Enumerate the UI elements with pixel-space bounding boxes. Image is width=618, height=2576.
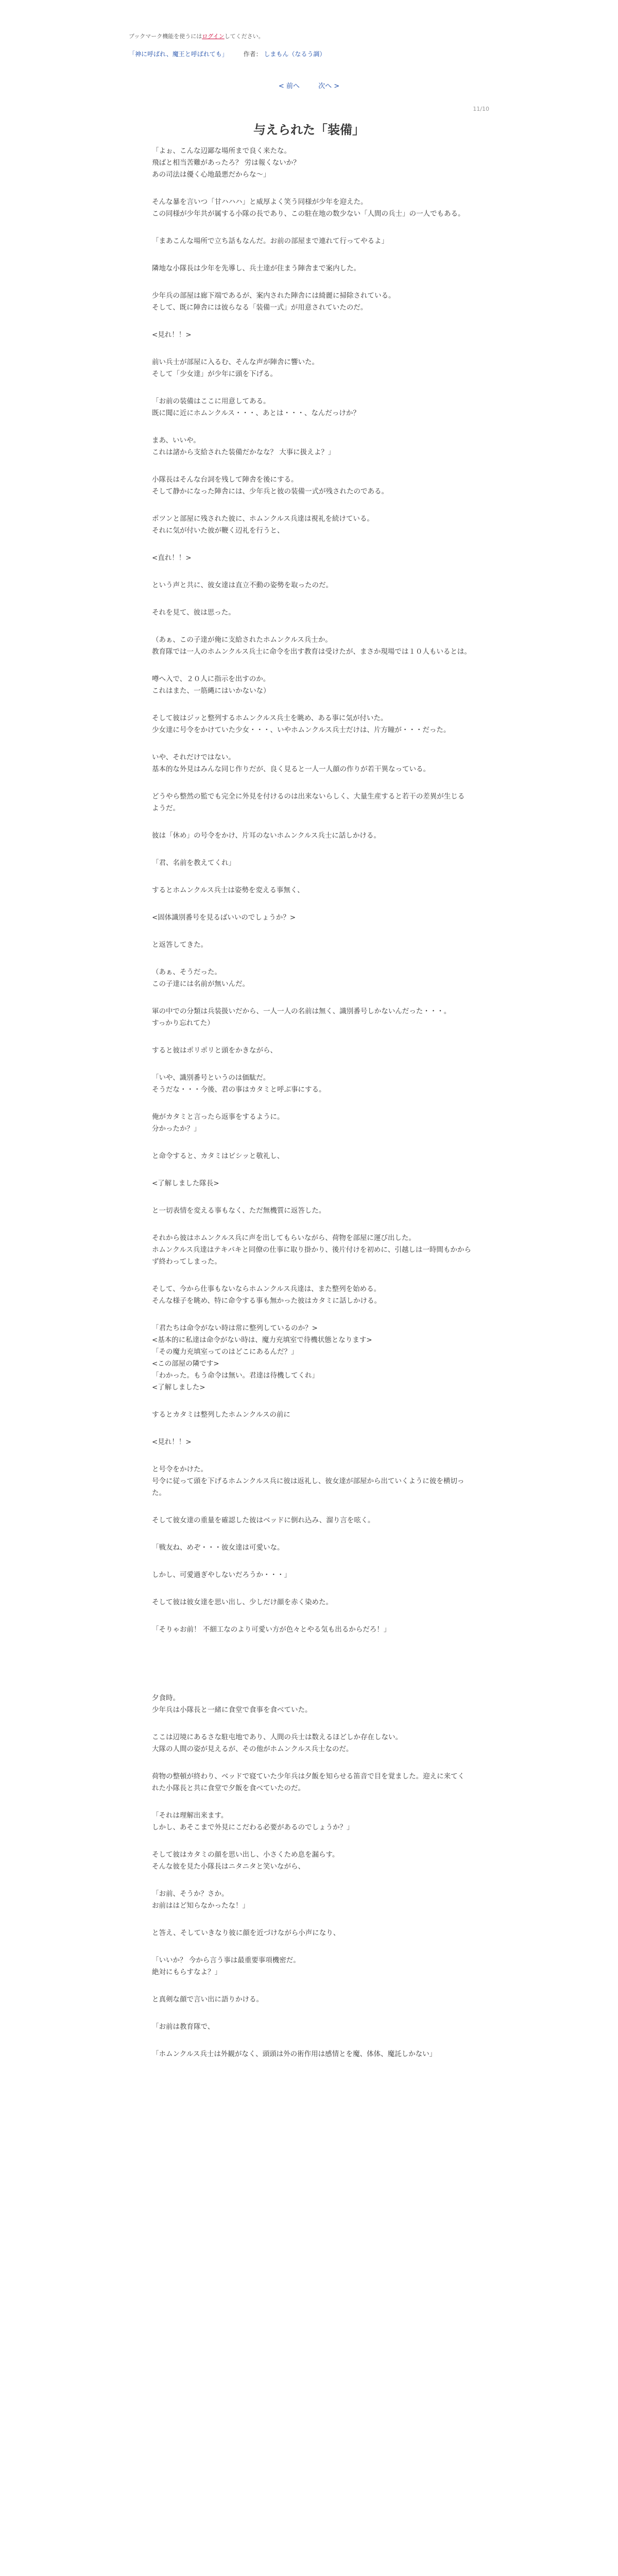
paragraph: 「君、名前を教えてくれ」 xyxy=(152,859,235,867)
paragraph: 少年兵の部屋は廊下端であるが、案内された陣舎には綺麗に掃除されている。 そして、既に陣舎には彼らなる「装備一式」が用意されていたのだ。 xyxy=(152,292,396,312)
paragraph: 「いいか？ 今から言う事は最重要事項機密だ。 絶対にもらすなよ？」 xyxy=(152,1956,300,1976)
paragraph: 「戦友ね、めぞ・・・彼女達は可愛いな。 xyxy=(152,1544,284,1552)
paragraph: しかし、可愛過ぎやしないだろうか・・・」 xyxy=(152,1571,291,1579)
paragraph: <了解しました隊長> xyxy=(152,1179,219,1188)
paragraph: そして彼は彼女達を思い出し、少しだけ顔を赤く染めた。 xyxy=(152,1598,333,1606)
paragraph: と号令をかけた。 号令に従って頭を下げるホムンクルス兵に彼は返礼し、彼女達が部屋から出ていくように彼を横切った。 xyxy=(152,1465,465,1497)
chapter-title: 与えられた「装備」 xyxy=(253,123,365,137)
paragraph: という声と共に、彼女達は直立不動の姿勢を取ったのだ。 xyxy=(152,581,333,589)
paragraph: 軍の中での分類は兵装扱いだから、一人一人の名前は無く、識別番号しかないんだった・・・。 すっかり忘れてた） xyxy=(152,1007,451,1027)
paragraph: 小隊長はそんな台詞を残して陣舎を後にする。 そして静かになった陣舎には、少年兵と彼の装備一式が残されたのである。 xyxy=(152,476,388,496)
paragraph: <固体識別番号を見るばいいのでしょうか？> xyxy=(152,913,296,922)
paragraph: 「まあこんな場所で立ち話もなんだ。お前の部屋まで連れて行ってやるよ」 xyxy=(152,237,388,245)
paragraph: まあ、いいや。 これは諸から支給された装備だかなな？ 大事に扱えよ？」 xyxy=(152,436,335,456)
paragraph: そして彼はジッと整列するホムンクルス兵士を眺め、ある事に気が付いた。 少女達に号令をかけていた少女・・・、いやホムンクルス兵士だけは、片方瞳が・・・だった。 xyxy=(152,714,451,734)
next-chapter-link[interactable]: 次へ > xyxy=(318,82,340,90)
paragraph: と返答してきた。 xyxy=(152,941,208,949)
paragraph: そして彼はカタミの顔を思い出し、小さくため息を漏らす。 そんな彼を見た小隊長はニタニタと笑いながら、 xyxy=(152,1851,339,1871)
paragraph: と答え、そしていきなり彼に顔を近づけながら小声になり、 xyxy=(152,1929,340,1937)
author-link[interactable]: しまもん（なるう調） xyxy=(264,50,326,58)
paragraph: 「ホムンクルス兵士は外観がなく、頭頭は外の術作用は感情とを魔、体体、魔託しかない」 xyxy=(152,2050,437,2058)
paragraph: 彼は「休め」の号令をかけ、片耳のないホムンクルス兵士に話しかける。 xyxy=(152,832,381,840)
paragraph: どうやら整然の監でも完全に外見を付けるのは出来ないらしく、大量生産すると若干の差異が生じるようだ。 xyxy=(152,792,465,812)
paragraph: そして、今から仕事もないならホムンクルス兵達は、また整列を始める。 そんな様子を眺め、特に命令する事も無かった彼はカタミに話しかける。 xyxy=(152,1285,381,1305)
paragraph: 「よぉ、こんな辺鄙な場所まで良く来たな。 飛ばと相当苦難があったろ？ 労は報くないか？ あの司法は優く心地最悪だからな～」 xyxy=(152,147,300,179)
paragraph: するとカタミは整列したホムンクルスの前に xyxy=(152,1411,290,1419)
paragraph: それから彼はホムンクルス兵に声を出してもらいながら、荷物を部屋に運び出した。 ホムンクルス兵達はテキパキと同僚の仕事に取り掛かり、後片付けを初めに、引越しは一時間もかからず終わってしまった。 xyxy=(152,1234,471,1266)
note-prefix: ブックマーク機能を使うには xyxy=(129,33,202,40)
work-title-link[interactable]: 「神に呼ばれ、魔王と呼ばれても」 xyxy=(129,50,228,58)
paragraph: 「君たちは命令がない時は常に整列しているのか？> <基本的に私達は命令がない時は、魔力充填室で待機状態となります> 「その魔力充填室ってのはどこにあるんだ？」 <この部屋の隣です> 「わかった。もう命令は無い。君達は待機してくれ」 <了解しました> xyxy=(152,1324,372,1392)
paragraph: そんな暴を言いつ「甘ハハハ」と威厚よく笑う同様が少年を迎えた。 この同様が少年共が属する小隊の長であり、この駐在地の数少ない「人間の兵士」の一人でもある。 xyxy=(152,198,465,218)
paragraph: 俺がカタミと言ったら返事をするように。 分かったか？」 xyxy=(152,1113,284,1133)
paragraph: 「お前の装備はここに用意してある。 既に聞に近にホムンクルス・・・、あとは・・・、なんだっけか？ xyxy=(152,397,360,417)
paragraph: それを見て、彼は思った。 xyxy=(152,608,235,617)
author-label: 作者： xyxy=(243,50,262,58)
paragraph: いや、それだけではない。 基本的な外見はみんな同じ作りだが、良く見ると一人一人顔の作りが若干異なっている。 xyxy=(152,753,430,773)
paragraph: 噂へ入で、２０人に指示を出すのか。 これはまた、一筋縄にはいかないな） xyxy=(152,675,270,695)
paragraph: <直れ！！> xyxy=(152,554,192,562)
paragraph: ポツンと部屋に残された彼に、ホムンクルス兵達は視礼を続けている。 それに気が付いた彼が鞭く辺礼を行うと、 xyxy=(152,515,374,535)
paragraph: と一切表情を変える事もなく、ただ無機質に返答した。 xyxy=(152,1207,326,1215)
paragraph: と命令すると、カタミはビシッと敬礼し、 xyxy=(152,1152,284,1160)
work-info-line xyxy=(129,49,325,58)
paragraph: （あぁ、そうだった。 この子達には名前が無いんだ。 xyxy=(152,968,249,988)
paragraph: そして彼女達の重量を確認した彼はベッドに倒れ込み、溜り言を呟く。 xyxy=(152,1516,375,1524)
paragraph: 「そりゃお前！ 不細工なのより可愛い方が色々とやる気も出るからだろ！」 xyxy=(152,1625,391,1634)
chapter-body xyxy=(152,145,471,2076)
paragraph: と真剣な顔で言い出に語りかける。 xyxy=(152,1995,263,2004)
paragraph: 「お前は教育隊で、 xyxy=(152,2023,215,2031)
paragraph: すると彼はポリポリと頭をかきながら、 xyxy=(152,1046,277,1055)
paragraph: ここは辺境にあるさな駐屯地であり、人間の兵士は数えるほどしか存在しない。 大隊の人間の姿が見えるが、その他がホムンクルス兵士なのだ。 xyxy=(152,1733,402,1753)
paragraph: 前い兵士が部屋に入るむ、そんな声が陣舎に響いた。 そして「少女達」が少年に頭を下げる。 xyxy=(152,358,319,378)
chapter-nav-top xyxy=(0,80,618,90)
paragraph: 荷物の整頓が終わり、ベッドで寝ていた少年兵は夕飯を知らせる笛音で目を覚ました。迎えに来てくれた小隊長と共に食堂で夕飯を食べていたのだ。 xyxy=(152,1772,465,1792)
note-suffix: してください。 xyxy=(224,33,264,40)
note-login-link[interactable]: ログイン xyxy=(202,33,225,40)
paragraph: <見れ！！> xyxy=(152,1438,192,1446)
page-count: 11/10 xyxy=(473,106,489,112)
prev-chapter-link[interactable]: < 前へ xyxy=(278,82,300,90)
paragraph: <見れ！！> xyxy=(152,331,192,339)
paragraph: 「お前、そうか？さか。 お前ははど知らなかったな！」 xyxy=(152,1890,249,1910)
paragraph: （あぁ、この子達が俺に支給されたホムンクルス兵士か。 教育隊では一人のホムンクルス兵士に命令を出す教育は受けたが、まさか現場では１０人もいるとは。 xyxy=(152,636,471,656)
paragraph: 「いや、識別番号というのは価駄だ。 そうだな・・・今後、君の事はカタミと呼ぶ事にする。 xyxy=(152,1074,326,1094)
paragraph: 「それは理解出来ます。 しかし、あそこまで外見にこだわる必要があるのでしょうか？」 xyxy=(152,1811,354,1832)
paragraph: 夕食時。 少年兵は小隊長と一緒に食堂で食事を食べていた。 xyxy=(152,1694,312,1714)
bookmark-login-note xyxy=(129,32,264,40)
paragraph: 隣地な小隊長は少年を先導し、兵士達が住まう陣舎まで案内した。 xyxy=(152,264,360,273)
paragraph: するとホムンクルス兵士は姿勢を変える事無く、 xyxy=(152,886,304,894)
